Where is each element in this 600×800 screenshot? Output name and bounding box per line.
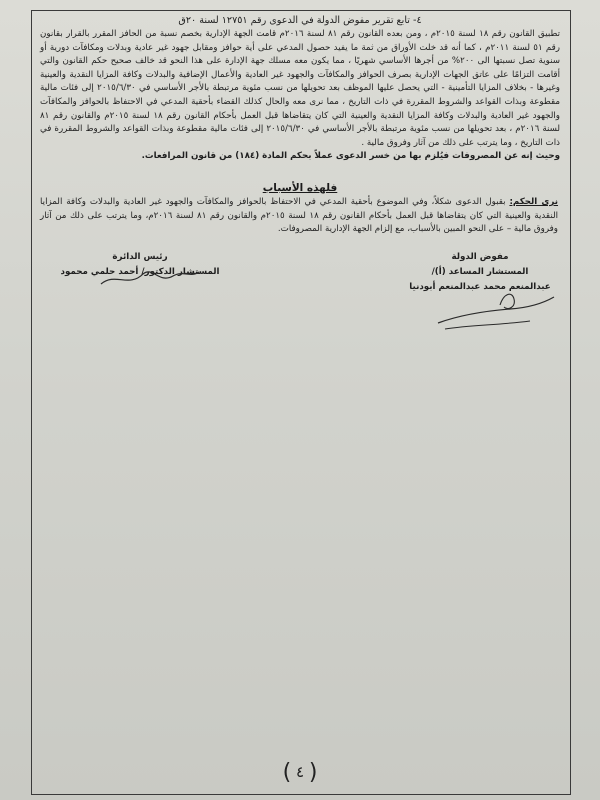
president-name: المستشار الدكتور/ أحمد حلمي محمود	[60, 267, 220, 277]
handwritten-signature-president	[95, 262, 205, 292]
president-title: رئيس الدائرة	[112, 252, 168, 262]
commissioner-name: عبدالمنعم محمد عبدالمنعم أبودنيا	[409, 282, 551, 292]
ruling-label: نرى الحكم:	[509, 197, 559, 207]
page-number: ( ٤ )	[282, 760, 318, 785]
ruling-text: بقبول الدعوى شكلاً، وفي الموضوع بأحقية المدعي في الاحتفاظ بالحوافز والمكافآت والجهود غير العادية والبدلات وكافة المزايا النقدية والعينية التي كان يتقاضاها قبل العمل بأحكام القانون رقم ١٨ لسنة ٢٠١٥م والقانون رقم ٨١ لسنة ٢٠١٦م، وما يترتب على ذلك من آثار وفروق مالية – على النحو المبين بالأسباب، مع إلزام الجهة الإدارية المصروفات.	[40, 197, 559, 235]
report-header: ٤- تابع تقرير مفوض الدولة في الدعوى رقم ١٢٧٥١ لسنة ٢٠ق	[178, 15, 422, 26]
report-body	[40, 28, 560, 164]
commissioner-role: المستشار المساعد (أ)/	[431, 267, 529, 277]
paragraph-costs: وحيث إنه عن المصروفات فيُلزم بها من خسر الدعوى عملاً بحكم المادة (١٨٤) من قانون المرافعات.	[141, 151, 560, 162]
ruling-section	[40, 196, 558, 237]
paragraph-reasoning: تطبيق القانون رقم ١٨ لسنة ٢٠١٥م ، ومن بعده القانون رقم ٨١ لسنة ٢٠١٦م قامت الجهة الإدارية بخصم نسبة من الحافز المقرر بالقرار بقانون رقم ٥١ لسنة ٢٠١١م ، كما أنه قد خلت الأوراق من ثمة ما يفيد حصول المدعي على أية حوافز ومقابل جهود غير عادية وبدلات ومكافآت دورية أو سنوية تصل نسبتها الى ٢٠٠% من أجرها الأساسي شهريًا ، مما يكون معه مسلك جهة الإدارة على هذا النحو قد خالف صحيح حكم القانون والتي أقامت التزامًا على عاتق الجهات الإدارية بصرف الحوافز والمكافآت والجهود غير العادية والأعمال الإضافية والبدلات وكافة المزايا النقدية والعينية وغيرها - بخلاف المزايا التأمينية - التي يحصل عليها الموظف بعد تحويلها من نسب مئوية مرتبطة بالأجر الأساسي في ٢٠١٥/٦/٣٠ إلى فئات مالية مقطوعة وبذات القواعد والشروط المقررة في ذات التاريخ ، مما نرى معه والحال كذلك القضاء بأحقية المدعي في الاحتفاظ بالحوافز والمكافآت والجهود غير العادية والبدلات وكافة المزايا النقدية والعينية التي كان يتقاضاها قبل العمل بأحكام القانون رقم ١٨ لسنة ٢٠١٥م والقانون رقم ٨١ لسنة ٢٠١٦م ، بعد تحويلها من نسب مئوية مرتبطة بالأجر الأساسي في ٢٠١٥/٦/٣٠ إلى فئات مالية مقطوعة وبذات القواعد والشروط المقررة في ذات التاريخ ، وما يترتب على ذلك من آثار وفروق مالية .	[40, 29, 561, 148]
reasons-heading: فلهذه الأسباب	[262, 182, 338, 194]
handwritten-signature-commissioner	[430, 285, 565, 333]
commissioner-title: مفوض الدولة	[451, 252, 509, 262]
page-number-value: ٤	[295, 763, 305, 781]
